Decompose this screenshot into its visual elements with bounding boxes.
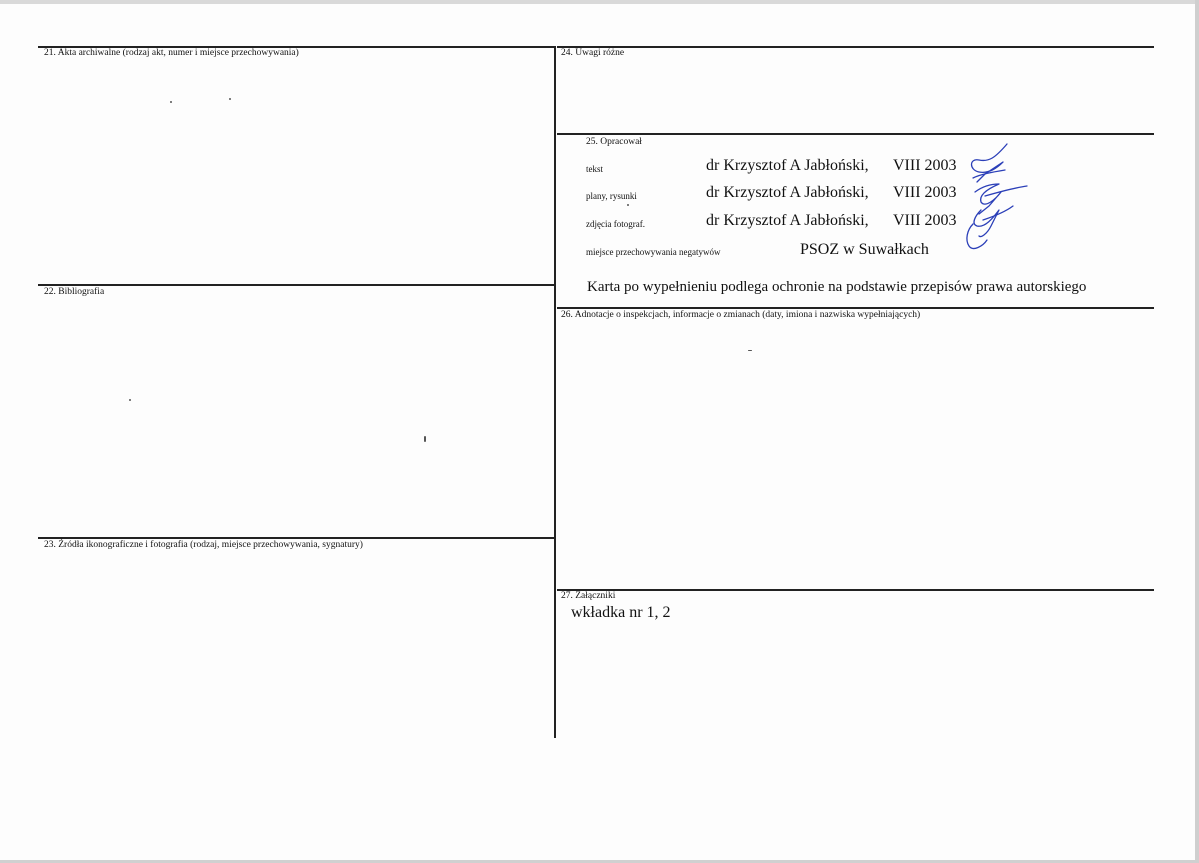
rule-27-top — [557, 589, 1154, 591]
prepared-plans-label: plany, rysunki — [586, 191, 637, 201]
scan-speck — [170, 101, 172, 103]
copyright-note: Karta po wypełnieniu podlega ochronie na podstawie przepisów prawa autorskiego — [587, 279, 1087, 295]
prepared-plans-author: dr Krzysztof A Jabłoński, — [706, 184, 869, 201]
scan-speck — [424, 436, 426, 442]
section-26-label: 26. Adnotacje o inspekcjach, informacje o zmianach (daty, imiona i nazwiska wypełniających) — [561, 310, 921, 320]
attachments-value: wkładka nr 1, 2 — [571, 604, 671, 621]
scan-speck — [229, 98, 231, 100]
prepared-photos-date: VIII 2003 — [893, 212, 957, 229]
prepared-photos-author: dr Krzysztof A Jabłoński, — [706, 212, 869, 229]
page-edge-right — [1195, 0, 1199, 863]
prepared-text-date: VIII 2003 — [893, 157, 957, 174]
prepared-plans-date: VIII 2003 — [893, 184, 957, 201]
prepared-photos-label: zdjęcia fotograf. — [586, 219, 645, 229]
scan-speck — [129, 399, 131, 401]
negatives-location-value: PSOZ w Suwałkach — [800, 241, 929, 258]
negatives-location-label: miejsce przechowywania negatywów — [586, 247, 721, 257]
scan-speck — [627, 204, 629, 206]
section-25-label: 25. Opracował — [586, 137, 642, 147]
section-27-label: 27. Załączniki — [561, 591, 616, 601]
section-24-label: 24. Uwagi różne — [561, 48, 625, 58]
prepared-text-label: tekst — [586, 164, 603, 174]
handwritten-signature — [955, 140, 1035, 255]
page-edge-top — [0, 0, 1199, 4]
prepared-text-author: dr Krzysztof A Jabłoński, — [706, 157, 869, 174]
rule-22-top — [38, 284, 555, 286]
section-22-label: 22. Bibliografia — [44, 287, 105, 297]
rule-23-top — [38, 537, 555, 539]
center-divider — [554, 46, 556, 738]
section-23-label: 23. Źródła ikonograficzne i fotografia (rodzaj, miejsce przechowywania, sygnatury) — [44, 540, 363, 550]
rule-24-top — [557, 46, 1154, 48]
scan-speck — [748, 350, 752, 351]
section-21-label: 21. Akta archiwalne (rodzaj akt, numer i miejsce przechowywania) — [44, 48, 299, 58]
rule-25-top — [557, 133, 1154, 135]
rule-26-top — [557, 307, 1154, 309]
